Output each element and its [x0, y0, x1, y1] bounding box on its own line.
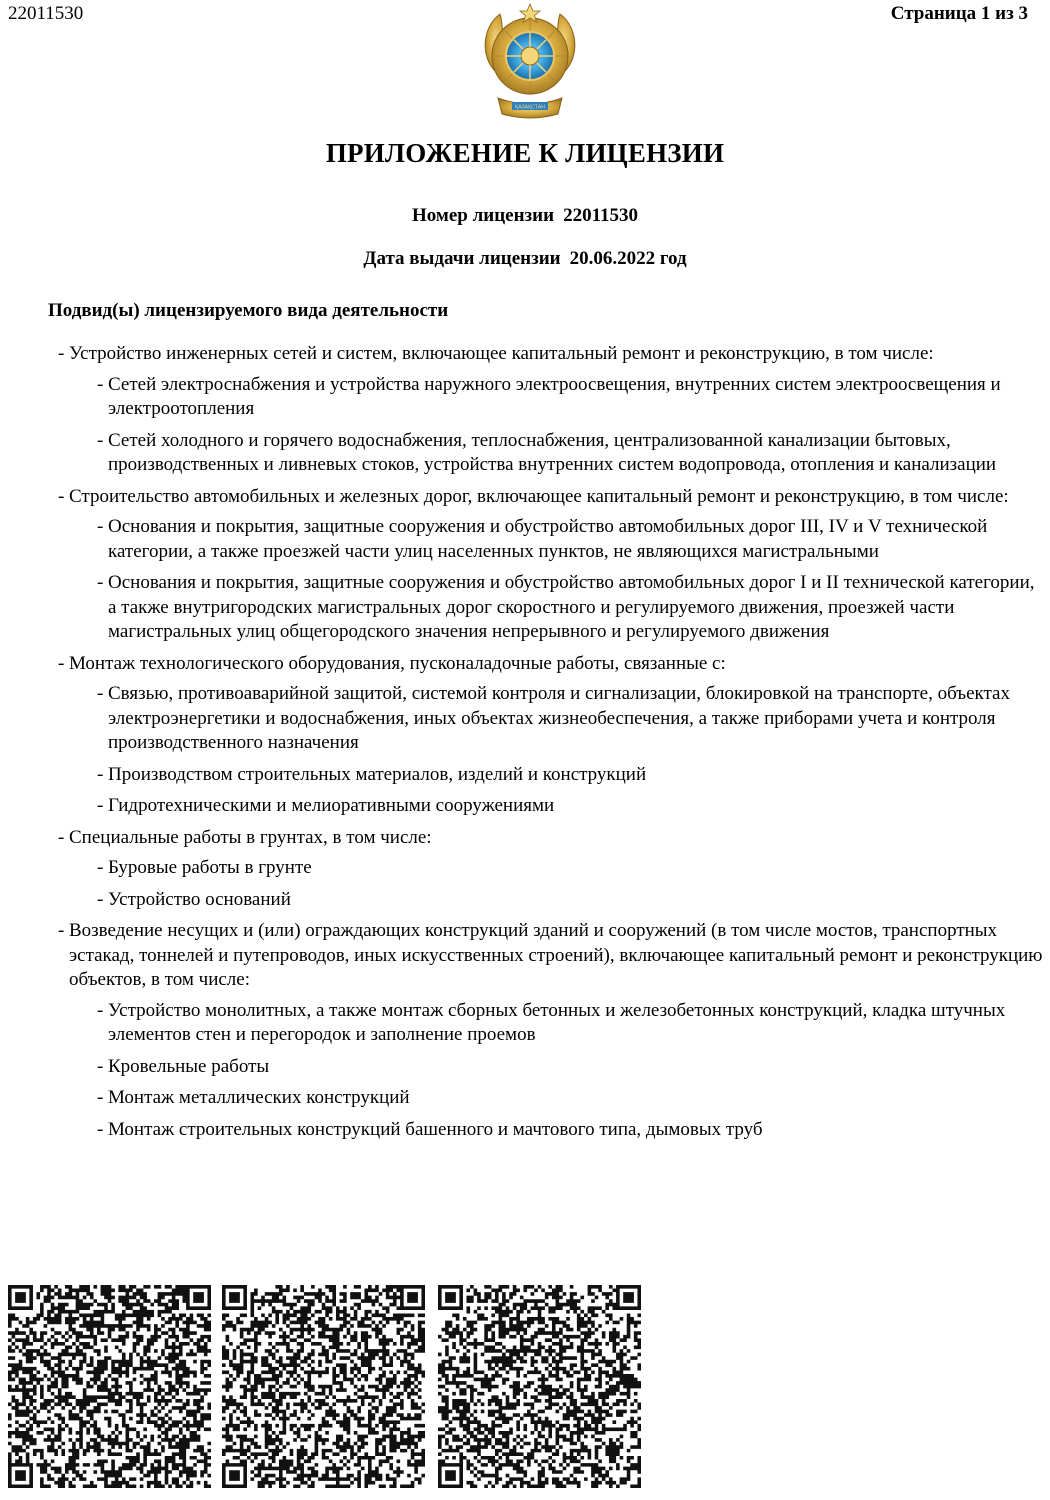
sub-activity-list: [97, 682, 1043, 819]
license-date-line: [0, 248, 1050, 270]
page-title: ПРИЛОЖЕНИЕ К ЛИЦЕНЗИИ: [325, 138, 725, 168]
sub-activity-item: [97, 856, 1043, 881]
activity-list: [58, 342, 1043, 1149]
activity-text: Монтаж технологического оборудования, пусконаладочные работы, связанные с:: [69, 652, 726, 674]
activity-group: [58, 652, 1043, 819]
activity-item: [58, 919, 1043, 993]
sub-activity-item: [97, 1118, 1043, 1143]
page-counter: Страница 1 из 3: [890, 3, 1028, 24]
list-dash: -: [97, 888, 104, 910]
sub-activity-list: [97, 999, 1043, 1143]
license-date-label: Дата выдачи лицензии: [363, 248, 561, 269]
sub-activity-item: [97, 429, 1043, 478]
list-dash: -: [58, 485, 65, 507]
qr-code-icon: [438, 1285, 641, 1491]
list-dash: -: [97, 1118, 104, 1140]
sub-activity-text: Монтаж строительных конструкций башенного и мачтового типа, дымовых труб: [108, 1118, 763, 1140]
sub-activity-list: [97, 515, 1043, 645]
list-dash: -: [58, 343, 65, 364]
activity-text: Устройство инженерных сетей и систем, включающее капитальный ремонт и реконструкцию, в том числе:: [69, 343, 934, 364]
activity-group: [58, 485, 1043, 645]
sub-activity-text: Устройство монолитных, а также монтаж сборных бетонных и железобетонных конструкций, кладка штучных элементов стен и перегородок и заполнение проемов: [108, 999, 1006, 1045]
list-dash: -: [97, 572, 104, 593]
section-title: Подвид(ы) лицензируемого вида деятельности: [48, 300, 449, 321]
sub-activity-text: Сетей электроснабжения и устройства наружного электроосвещения, внутренних систем электроосвещения и электроотопления: [108, 373, 1001, 419]
license-number-label: Номер лицензии: [411, 205, 555, 226]
svg-text:ҚАЗАҚСТАН: ҚАЗАҚСТАН: [515, 104, 545, 111]
list-dash: -: [97, 516, 104, 537]
qr-code-icon: [8, 1285, 211, 1491]
activity-text: Возведение несущих и (или) ограждающих конструкций зданий и сооружений (в том числе мостов, транспортных эстакад, тоннелей и путепроводов, иных искусственных строений), включающее капитальный ремонт и реконструкцию объектов, в том числе:: [69, 920, 1043, 990]
activity-item: [58, 826, 1043, 851]
list-dash: -: [97, 795, 104, 816]
list-dash: -: [58, 920, 65, 941]
sub-activity-item: [97, 1055, 1043, 1080]
list-dash: -: [97, 999, 104, 1021]
activity-group: [58, 919, 1043, 1142]
list-dash: -: [97, 1055, 104, 1077]
sub-activity-text: Основания и покрытия, защитные сооружения и обустройство автомобильных дорог III, IV и V технической категории, а также проезжей части улиц населенных пунктов, не являющихся магистральными: [108, 516, 988, 562]
list-dash: -: [97, 373, 104, 395]
list-dash: -: [97, 683, 104, 704]
sub-activity-text: Основания и покрытия, защитные сооружения и обустройство автомобильных дорог I и II технической категории, а также внутригородских магистральных дорог скоростного и регулируемого движения, проезжей части магистральных улиц общегородского значения непрерывного и регулируемого движения: [108, 572, 1035, 642]
sub-activity-item: [97, 888, 1043, 913]
sub-activity-item: [97, 571, 1043, 645]
sub-activity-text: Гидротехническими и мелиоративными сооружениями: [108, 795, 555, 816]
activity-item: [58, 342, 1043, 367]
kazakhstan-state-emblem-icon: [478, 2, 582, 120]
activity-group: [58, 342, 1043, 478]
sub-activity-item: [97, 763, 1043, 788]
activity-text: Специальные работы в грунтах, в том числе:: [69, 826, 432, 848]
license-number-line: [0, 205, 1050, 227]
doc-number: 22011530: [8, 3, 84, 24]
sub-activity-text: Буровые работы в грунте: [108, 857, 312, 878]
sub-activity-text: Устройство оснований: [108, 888, 291, 910]
list-dash: -: [97, 1087, 104, 1108]
sub-activity-text: Производством строительных материалов, изделий и конструкций: [108, 763, 647, 785]
sub-activity-list: [97, 856, 1043, 912]
activity-group: [58, 826, 1043, 913]
activity-item: [58, 485, 1043, 510]
sub-activity-text: Монтаж металлических конструкций: [108, 1087, 410, 1108]
list-dash: -: [58, 652, 65, 674]
qr-code-row: [8, 1285, 648, 1495]
activity-item: [58, 652, 1043, 677]
list-dash: -: [58, 826, 65, 848]
sub-activity-item: [97, 794, 1043, 819]
license-number-value: 22011530: [563, 205, 639, 226]
sub-activity-text: Сетей холодного и горячего водоснабжения, теплоснабжения, централизованной канализации бытовых, производственных и ливневых стоков, устройства внутренних систем водопровода, отопления и канализации: [108, 429, 997, 475]
list-dash: -: [97, 429, 104, 451]
list-dash: -: [97, 857, 104, 878]
license-date-value: 20.06.2022 год: [569, 248, 687, 269]
sub-activity-text: Кровельные работы: [108, 1055, 270, 1077]
list-dash: -: [97, 763, 104, 785]
qr-code-icon: [222, 1285, 425, 1491]
activity-text: Строительство автомобильных и железных дорог, включающее капитальный ремонт и реконструкцию, в том числе:: [69, 485, 1009, 507]
sub-activity-item: [97, 515, 1043, 564]
sub-activity-item: [97, 373, 1043, 422]
sub-activity-list: [97, 373, 1043, 478]
sub-activity-item: [97, 682, 1043, 756]
sub-activity-item: [97, 1086, 1043, 1111]
sub-activity-text: Связью, противоаварийной защитой, системой контроля и сигнализации, блокировкой на транспорте, объектах электроэнергетики и водоснабжения, иных объектах жизнеобеспечения, а также приборами учета и контроля производственного назначения: [108, 683, 1010, 753]
sub-activity-item: [97, 999, 1043, 1048]
